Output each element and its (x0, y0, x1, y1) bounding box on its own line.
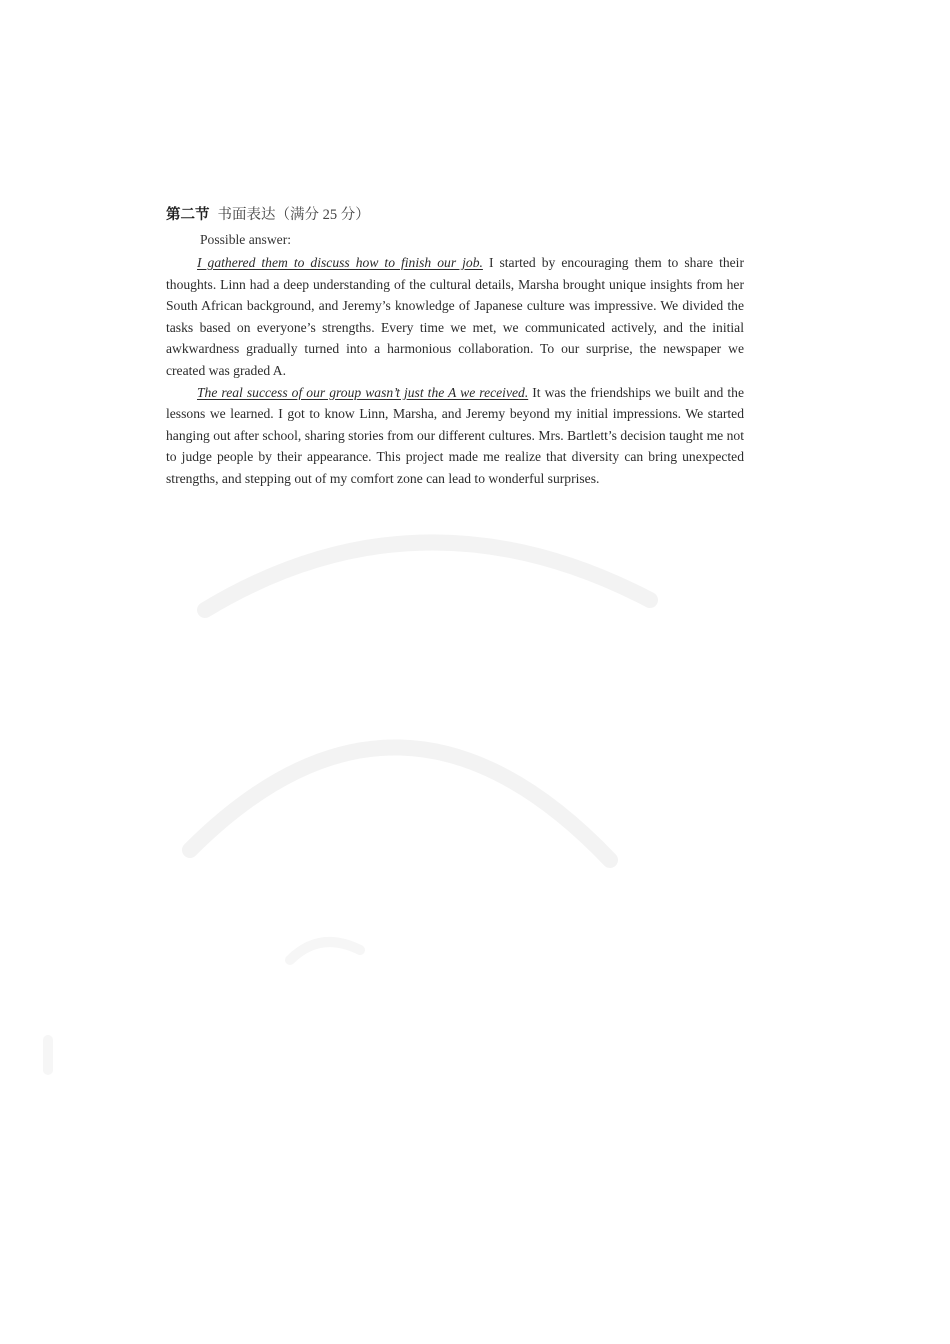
section-label: 第二节 (166, 207, 210, 223)
section-heading (166, 203, 744, 227)
answer-paragraph-2 (166, 382, 744, 490)
possible-answer-label: Possible answer: (200, 232, 291, 247)
paragraph-2-body: It was the friendships we built and the lessons we learned. I got to know Linn, Marsha, and Jeremy beyond my initial impressions. We started hanging out after school, sharing stories from our different cultures. Mrs. Bartlett’s decision taught me not to judge people by their appearance. This project made me realize that diversity can bring unexpected strengths, and stepping out of my comfort zone can lead to wonderful surprises. (166, 384, 744, 486)
answer-paragraph-1 (166, 252, 744, 382)
paragraph-1-body: I started by encouraging them to share their thoughts. Linn had a deep understanding of the cultural details, Marsha brought unique insights from her South African background, and Jeremy’s knowledge of Japanese culture was impressive. We divided the tasks based on everyone’s strengths. Every time we met, we communicated actively, and the initial awkwardness gradually turned into a harmonious collaboration. To our surprise, the newspaper we created was graded A. (166, 255, 744, 378)
section-title: 书面表达（满分 25 分） (217, 207, 370, 223)
paragraph-1-lead-sentence: I gathered them to discuss how to finish our job. (197, 255, 483, 270)
answer-document (166, 203, 744, 490)
paragraph-2-lead-sentence: The real success of our group wasn’t just the A we received. (197, 384, 529, 400)
